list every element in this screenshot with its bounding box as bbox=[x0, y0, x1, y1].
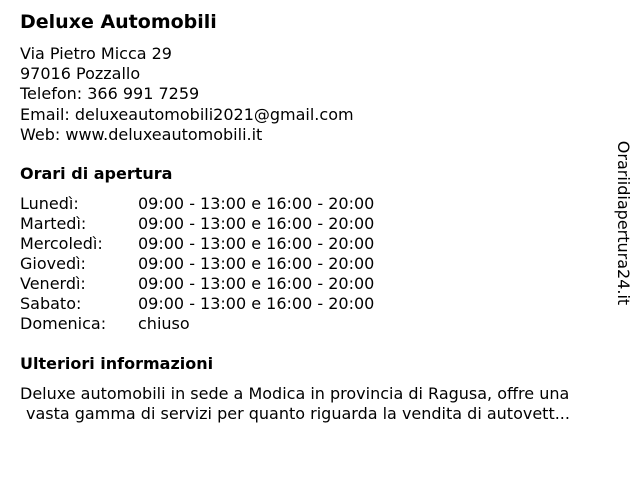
info-heading: Ulteriori informazioni bbox=[20, 354, 214, 373]
time-value: chiuso bbox=[138, 314, 190, 333]
address-city: 97016 Pozzallo bbox=[20, 64, 141, 84]
day-label: Giovedì: bbox=[20, 254, 86, 273]
day-label: Mercoledì: bbox=[20, 234, 103, 253]
contact-block bbox=[20, 44, 354, 145]
day-label: Martedì: bbox=[20, 214, 87, 233]
time-value: 09:00 - 13:00 e 16:00 - 20:00 bbox=[138, 214, 375, 233]
phone-number: Telefon: 366 991 7259 bbox=[20, 84, 200, 104]
address-street: Via Pietro Micca 29 bbox=[20, 44, 172, 63]
day-label: Sabato: bbox=[20, 294, 82, 313]
business-name: Deluxe Automobili bbox=[20, 11, 217, 33]
hours-heading: Orari di apertura bbox=[20, 164, 173, 183]
day-label: Venerdì: bbox=[20, 274, 86, 293]
time-value: 09:00 - 13:00 e 16:00 - 20:00 bbox=[138, 254, 375, 273]
website: Web: www.deluxeautomobili.it bbox=[20, 124, 263, 144]
email-address: Email: deluxeautomobili2021@gmail.com bbox=[20, 104, 354, 124]
description-line: Deluxe automobili in sede a Modica in provincia di Ragusa, offre una bbox=[20, 384, 570, 403]
day-label: Domenica: bbox=[20, 314, 107, 333]
description-line: vasta gamma di servizi per quanto riguarda la vendita di autovett... bbox=[26, 404, 570, 423]
time-value: 09:00 - 13:00 e 16:00 - 20:00 bbox=[138, 294, 375, 313]
day-label: Lunedì: bbox=[20, 194, 79, 213]
time-value: 09:00 - 13:00 e 16:00 - 20:00 bbox=[138, 274, 375, 293]
business-description bbox=[20, 384, 620, 424]
watermark-text: Orariidiapertura24.it bbox=[614, 140, 633, 305]
watermark bbox=[611, 135, 635, 310]
time-value: 09:00 - 13:00 e 16:00 - 20:00 bbox=[138, 194, 375, 213]
time-value: 09:00 - 13:00 e 16:00 - 20:00 bbox=[138, 234, 375, 253]
